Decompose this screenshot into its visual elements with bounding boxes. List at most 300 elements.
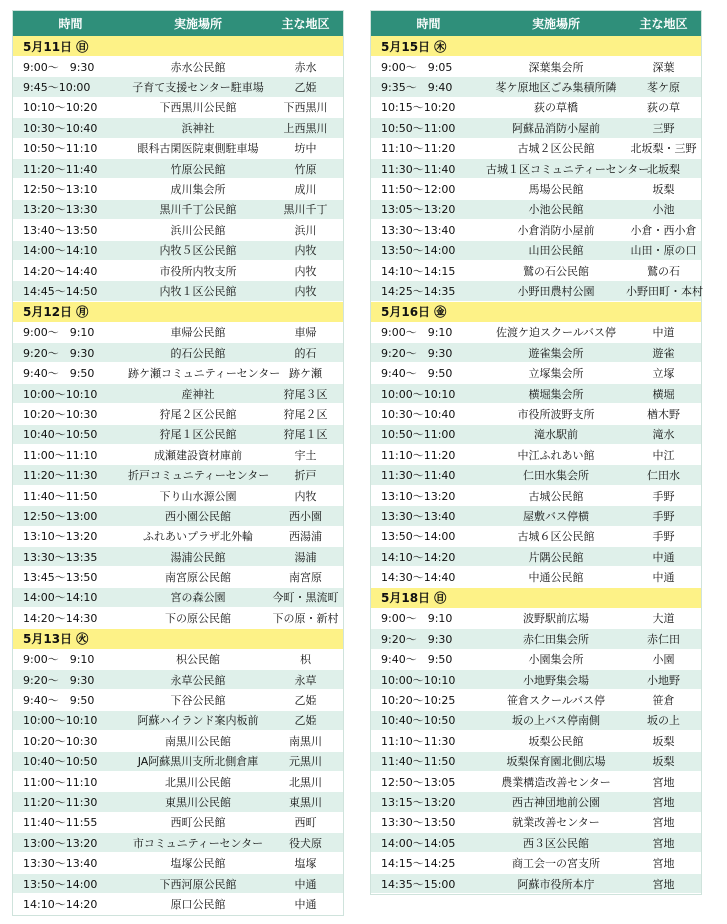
time-cell: 11:20～11:40: [23, 162, 98, 176]
time-cell: 9:40～ 9:50: [23, 367, 95, 381]
table-row: [13, 323, 343, 343]
place-cell: 仁田水集会所: [523, 469, 589, 483]
table-row: [371, 220, 701, 240]
table-row: [371, 853, 701, 873]
table-row: [13, 77, 343, 97]
time-cell: 14:00～14:05: [381, 836, 456, 850]
table-row: [13, 384, 343, 404]
day-heading: 5月16日 ㊎: [371, 302, 701, 323]
place-cell: 古城公民館: [528, 489, 584, 503]
place-cell: 片隅公民館: [528, 550, 584, 564]
time-cell: 9:00～ 9:30: [23, 60, 95, 74]
table-row: [13, 874, 343, 894]
table-body: [371, 36, 701, 894]
table-row: [13, 363, 343, 383]
table-row: [371, 465, 701, 485]
place-cell: 湯浦公民館: [170, 550, 226, 564]
place-cell: 西町公民館: [170, 816, 226, 830]
area-cell: 成川: [294, 183, 317, 197]
place-cell: 南宮原公民館: [165, 571, 231, 585]
area-cell: 狩尾２区: [283, 407, 328, 421]
place-cell: 成川集会所: [170, 183, 226, 197]
time-cell: 12:50～13:00: [23, 509, 98, 523]
place-cell: 西古神団地前公園: [512, 795, 600, 809]
area-cell: 小倉・西小倉: [630, 223, 697, 237]
table-row: [371, 98, 701, 118]
area-cell: 手野: [652, 509, 675, 523]
area-cell: 宮地: [652, 836, 675, 850]
time-cell: 9:20～ 9:30: [23, 673, 95, 687]
time-cell: 13:30～13:40: [381, 509, 456, 523]
table-row: [371, 281, 701, 301]
time-cell: 10:00～10:10: [381, 387, 456, 401]
time-cell: 11:20～11:30: [23, 469, 98, 483]
area-cell: 宮地: [652, 877, 675, 891]
place-cell: 佐渡ケ迫スクールバス停: [495, 326, 616, 340]
table-row: [13, 486, 343, 506]
table-row: [371, 874, 701, 894]
area-cell: 手野: [652, 530, 675, 544]
table-row: [13, 241, 343, 261]
table-row: [371, 670, 701, 690]
table-row: [13, 159, 343, 179]
table-row: [371, 629, 701, 649]
header-time: 時間: [416, 17, 441, 31]
table-header: [13, 11, 343, 36]
table-row: [371, 527, 701, 547]
time-cell: 13:30～13:40: [23, 857, 98, 871]
place-cell: JA阿蘇黒川支所北側倉庫: [137, 755, 259, 769]
table-row: [371, 159, 701, 179]
area-cell: 西湯浦: [289, 530, 322, 544]
area-cell: 中通: [652, 571, 675, 585]
schedule-table-right: [370, 10, 702, 895]
place-cell: 眼科古閑医院東側駐車場: [137, 142, 259, 156]
area-cell: 的石: [294, 346, 317, 360]
area-cell: 乙姫: [294, 694, 317, 708]
header-place: 実施場所: [531, 17, 580, 31]
area-cell: 中通: [294, 877, 317, 891]
area-cell: 横堀: [652, 387, 675, 401]
day-heading: 5月13日 ㊋: [13, 629, 343, 650]
place-cell: 下谷公民館: [170, 694, 226, 708]
place-cell: 産神社: [181, 387, 215, 401]
table-row: [13, 813, 343, 833]
time-cell: 9:20～ 9:30: [381, 346, 453, 360]
time-cell: 9:35～ 9:40: [381, 81, 453, 95]
area-cell: 山田・原の口: [630, 244, 697, 258]
place-cell: 滝水駅前: [534, 428, 578, 442]
header-area: 主な地区: [639, 17, 688, 31]
time-cell: 13:15～13:20: [381, 795, 456, 809]
place-cell: 浜神社: [181, 121, 215, 135]
place-cell: 内牧５区公民館: [159, 244, 237, 258]
place-cell: 商工会一の宮支所: [512, 857, 600, 871]
place-cell: 中通公民館: [528, 571, 584, 585]
table-row: [371, 261, 701, 281]
table-row: [371, 118, 701, 138]
time-cell: 14:00～14:10: [23, 244, 98, 258]
table-row: [13, 894, 343, 914]
place-cell: 狩尾１区公民館: [159, 428, 237, 442]
table-row: [371, 711, 701, 731]
day-heading: 5月12日 ㊊: [13, 302, 343, 323]
place-cell: 波野駅前広場: [523, 612, 589, 626]
time-cell: 9:20～ 9:30: [381, 632, 453, 646]
time-cell: 10:40～10:50: [23, 428, 98, 442]
time-cell: 13:30～13:50: [381, 816, 456, 830]
table-body: [13, 36, 343, 915]
place-cell: 北黒川公民館: [165, 775, 231, 789]
table-row: [371, 547, 701, 567]
time-cell: 10:40～10:50: [381, 714, 456, 728]
place-cell: 笹倉スクールバス停: [506, 694, 605, 708]
table-row: [13, 445, 343, 465]
time-cell: 14:15～14:25: [381, 857, 456, 871]
table-row: [371, 179, 701, 199]
area-cell: 内牧: [294, 244, 317, 258]
time-cell: 14:10～14:20: [23, 897, 98, 911]
place-cell: 下の原公民館: [165, 611, 231, 625]
place-cell: 就業改善センター: [512, 816, 600, 830]
area-cell: 乙姫: [294, 714, 317, 728]
time-cell: 10:50～11:00: [381, 428, 456, 442]
time-cell: 14:30～14:40: [381, 571, 456, 585]
time-cell: 11:50～12:00: [381, 183, 456, 197]
time-cell: 10:00～10:10: [381, 673, 456, 687]
table-row: [13, 343, 343, 363]
table-row: [13, 608, 343, 628]
time-cell: 9:45～10:00: [23, 81, 91, 95]
place-cell: 深葉集会所: [528, 60, 584, 74]
place-cell: 塩塚公民館: [170, 857, 226, 871]
table-row: [371, 731, 701, 751]
area-cell: 荻の草: [647, 101, 680, 115]
area-cell: 黒川千丁: [283, 203, 328, 217]
place-cell: 永草公民館: [170, 673, 226, 687]
table-row: [13, 404, 343, 424]
time-cell: 12:50～13:05: [381, 775, 456, 789]
table-row: [371, 567, 701, 587]
time-cell: 10:50～11:00: [381, 121, 456, 135]
time-cell: 14:35～15:00: [381, 877, 456, 891]
table-header: [371, 11, 701, 36]
time-cell: 9:40～ 9:50: [23, 694, 95, 708]
place-cell: 立塚集会所: [528, 367, 584, 381]
time-cell: 9:00～ 9:10: [23, 653, 95, 667]
place-cell: 黒川千丁公民館: [159, 203, 237, 217]
area-cell: 下西黒川: [283, 101, 328, 115]
time-cell: 9:00～ 9:10: [23, 326, 95, 340]
table-row: [371, 792, 701, 812]
time-cell: 13:40～13:50: [23, 223, 98, 237]
area-cell: 今町・黒流町: [272, 591, 339, 605]
place-cell: 内牧１区公民館: [159, 284, 237, 298]
table-row: [371, 506, 701, 526]
place-cell: 荻の草橋: [534, 101, 578, 115]
area-cell: 北坂梨・三野: [630, 142, 697, 156]
table-row: [13, 567, 343, 587]
area-cell: 跡ケ瀬: [289, 367, 322, 381]
time-cell: 11:10～11:30: [381, 734, 456, 748]
table-row: [13, 220, 343, 240]
time-cell: 14:20～14:40: [23, 264, 98, 278]
area-cell: 西小園: [289, 509, 322, 523]
area-cell: 中江: [652, 448, 675, 462]
time-cell: 13:00～13:20: [23, 836, 98, 850]
place-cell: 阿蘇ハイランド案内板前: [137, 714, 259, 728]
table-row: [13, 139, 343, 159]
time-cell: 11:00～11:10: [23, 775, 98, 789]
area-cell: 内牧: [294, 284, 317, 298]
table-row: [13, 281, 343, 301]
header-place: 実施場所: [173, 17, 222, 31]
place-cell: 西小園公民館: [165, 509, 231, 523]
place-cell: 車帰公民館: [170, 326, 226, 340]
table-row: [371, 363, 701, 383]
area-cell: 宮地: [652, 775, 675, 789]
table-row: [371, 57, 701, 77]
area-cell: 中通: [652, 550, 675, 564]
place-cell: 南黒川公民館: [165, 734, 231, 748]
time-cell: 11:00～11:10: [23, 448, 98, 462]
time-cell: 14:10～14:20: [381, 550, 456, 564]
area-cell: 小池: [652, 203, 675, 217]
place-cell: 下西河原公民館: [159, 877, 237, 891]
header-area: 主な地区: [281, 17, 330, 31]
place-cell: 阿蘇市役所本庁: [517, 877, 595, 891]
table-row: [13, 792, 343, 812]
time-cell: 14:10～14:15: [381, 264, 456, 278]
place-cell: 古城２区公民館: [517, 142, 595, 156]
place-cell: 折戸コミュニティーセンター: [128, 469, 270, 483]
table-row: [371, 833, 701, 853]
time-cell: 10:30～10:40: [381, 407, 456, 421]
table-row: [371, 323, 701, 343]
area-cell: 坂梨: [652, 183, 675, 197]
area-cell: 役犬原: [289, 836, 322, 850]
place-cell: 小地野集会場: [523, 673, 589, 687]
place-cell: 竹原公民館: [170, 162, 226, 176]
place-cell: 阿蘇品消防小屋前: [512, 121, 600, 135]
area-cell: 内牧: [294, 489, 317, 503]
area-cell: 滝水: [652, 428, 675, 442]
table-row: [13, 98, 343, 118]
day-heading: 5月18日 ㊐: [371, 588, 701, 609]
place-cell: 苳ケ原地区ごみ集積所隣: [495, 81, 617, 95]
place-cell: 跡ケ瀬コミュニティーセンター: [128, 367, 281, 381]
table-row: [13, 772, 343, 792]
table-row: [371, 200, 701, 220]
table-row: [13, 731, 343, 751]
day-heading: 5月15日 ㊍: [371, 36, 701, 57]
area-cell: 折戸: [294, 469, 317, 483]
table-row: [13, 425, 343, 445]
time-cell: 10:20～10:25: [381, 694, 456, 708]
table-row: [13, 118, 343, 138]
place-cell: 坂梨公民館: [528, 734, 584, 748]
table-row: [13, 670, 343, 690]
place-cell: 坂の上バス停南側: [512, 714, 600, 728]
time-cell: 12:50～13:10: [23, 183, 98, 197]
place-cell: 狩尾２区公民館: [159, 407, 237, 421]
table-row: [13, 527, 343, 547]
place-cell: 子育て支援センター駐車場: [132, 81, 264, 95]
place-cell: 市役所波野支所: [517, 407, 595, 421]
area-cell: 鷲の石: [647, 264, 680, 278]
time-cell: 10:00～10:10: [23, 387, 98, 401]
area-cell: 南宮原: [289, 571, 322, 585]
place-cell: 市役所内牧支所: [159, 264, 237, 278]
time-cell: 9:20～ 9:30: [23, 346, 95, 360]
table-row: [13, 853, 343, 873]
area-cell: 狩尾３区: [283, 387, 328, 401]
time-cell: 13:10～13:20: [23, 530, 98, 544]
area-cell: 東黒川: [289, 795, 322, 809]
time-cell: 9:40～ 9:50: [381, 653, 453, 667]
table-row: [13, 506, 343, 526]
time-cell: 13:30～13:35: [23, 550, 98, 564]
area-cell: 塩塚: [294, 857, 317, 871]
time-cell: 13:50～14:00: [23, 877, 98, 891]
time-cell: 11:30～11:40: [381, 469, 456, 483]
place-cell: 古城６区公民館: [517, 530, 595, 544]
time-cell: 10:20～10:30: [23, 407, 98, 421]
area-cell: 宮地: [652, 857, 675, 871]
place-cell: 下西黒川公民館: [159, 101, 237, 115]
schedule-table-left: [12, 10, 344, 916]
time-cell: 10:00～10:10: [23, 714, 98, 728]
area-cell: 北坂梨: [647, 162, 680, 176]
area-cell: 上西黒川: [283, 121, 328, 135]
time-cell: 13:50～14:00: [381, 530, 456, 544]
area-cell: 乙姫: [294, 81, 317, 95]
table-row: [13, 200, 343, 220]
area-cell: 中通: [294, 897, 317, 911]
time-cell: 11:40～11:50: [381, 755, 456, 769]
place-cell: 小野田農村公園: [517, 284, 595, 298]
time-cell: 10:50～11:10: [23, 142, 98, 156]
time-cell: 13:05～13:20: [381, 203, 456, 217]
place-cell: 枳公民館: [176, 653, 220, 667]
area-cell: 坂の上: [647, 714, 680, 728]
area-cell: 内牧: [294, 264, 317, 278]
table-row: [371, 772, 701, 792]
area-cell: 西町: [294, 816, 317, 830]
table-row: [371, 241, 701, 261]
place-cell: 赤水公民館: [170, 60, 226, 74]
table-row: [371, 690, 701, 710]
area-cell: 北黒川: [289, 775, 322, 789]
table-row: [371, 139, 701, 159]
place-cell: 鷲の石公民館: [523, 264, 589, 278]
table-row: [13, 547, 343, 567]
place-cell: 横堀集会所: [528, 387, 584, 401]
place-cell: 下り山水源公園: [159, 489, 237, 503]
area-cell: 楢木野: [647, 407, 680, 421]
area-cell: 浜川: [294, 223, 317, 237]
area-cell: 湯浦: [294, 550, 317, 564]
area-cell: 笹倉: [652, 694, 675, 708]
area-cell: 下の原・新村: [272, 611, 339, 625]
time-cell: 9:00～ 9:10: [381, 612, 453, 626]
time-cell: 10:30～10:40: [23, 121, 98, 135]
table-row: [371, 343, 701, 363]
area-cell: 永草: [294, 673, 317, 687]
table-row: [371, 486, 701, 506]
area-cell: 中道: [652, 326, 675, 340]
area-cell: 遊雀: [652, 346, 675, 360]
table-row: [371, 813, 701, 833]
time-cell: 14:20～14:30: [23, 611, 98, 625]
time-cell: 13:50～14:00: [381, 244, 456, 258]
place-cell: 赤仁田集会所: [523, 632, 589, 646]
area-cell: 坊中: [294, 142, 317, 156]
place-cell: ふれあいプラザ北外輪: [143, 530, 253, 544]
place-cell: 原口公民館: [170, 897, 226, 911]
area-cell: 狩尾１区: [283, 428, 328, 442]
area-cell: 小園: [652, 653, 675, 667]
header-time: 時間: [58, 17, 83, 31]
time-cell: 11:40～11:55: [23, 816, 98, 830]
time-cell: 11:30～11:40: [381, 162, 456, 176]
table-row: [371, 404, 701, 424]
table-row: [371, 752, 701, 772]
area-cell: 枳: [300, 653, 311, 667]
area-cell: 苳ケ原: [647, 81, 680, 95]
time-cell: 11:20～11:30: [23, 795, 98, 809]
place-cell: 的石公民館: [170, 346, 226, 360]
area-cell: 立塚: [652, 367, 675, 381]
area-cell: 赤仁田: [647, 632, 680, 646]
table-row: [13, 650, 343, 670]
area-cell: 坂梨: [652, 734, 675, 748]
place-cell: 古城１区コミュニティーセンター: [486, 162, 650, 176]
table-row: [13, 261, 343, 281]
place-cell: 馬場公民館: [528, 183, 584, 197]
time-cell: 9:00～ 9:05: [381, 60, 453, 74]
time-cell: 11:40～11:50: [23, 489, 98, 503]
place-cell: 遊雀集会所: [528, 346, 584, 360]
day-heading: 5月11日 ㊐: [13, 36, 343, 57]
time-cell: 9:00～ 9:10: [381, 326, 453, 340]
table-row: [13, 57, 343, 77]
place-cell: 小園集会所: [528, 653, 584, 667]
place-cell: 農業構造改善センター: [501, 775, 611, 789]
table-row: [371, 445, 701, 465]
table-row: [371, 384, 701, 404]
table-row: [371, 650, 701, 670]
time-cell: 14:25～14:35: [381, 284, 456, 298]
place-cell: 小池公民館: [528, 203, 584, 217]
place-cell: 市コミュニティーセンター: [132, 836, 264, 850]
area-cell: 小地野: [647, 673, 680, 687]
time-cell: 10:10～10:20: [23, 101, 98, 115]
time-cell: 10:40～10:50: [23, 755, 98, 769]
area-cell: 仁田水: [647, 469, 680, 483]
place-cell: 山田公民館: [528, 244, 584, 258]
time-cell: 11:10～11:20: [381, 142, 456, 156]
table-row: [13, 179, 343, 199]
area-cell: 宮地: [652, 816, 675, 830]
time-cell: 9:40～ 9:50: [381, 367, 453, 381]
area-cell: 三野: [652, 121, 675, 135]
table-row: [13, 690, 343, 710]
area-cell: 宮地: [652, 795, 675, 809]
area-cell: 車帰: [294, 326, 317, 340]
place-cell: 屋敷バス停横: [523, 509, 589, 523]
area-cell: 赤水: [294, 60, 317, 74]
